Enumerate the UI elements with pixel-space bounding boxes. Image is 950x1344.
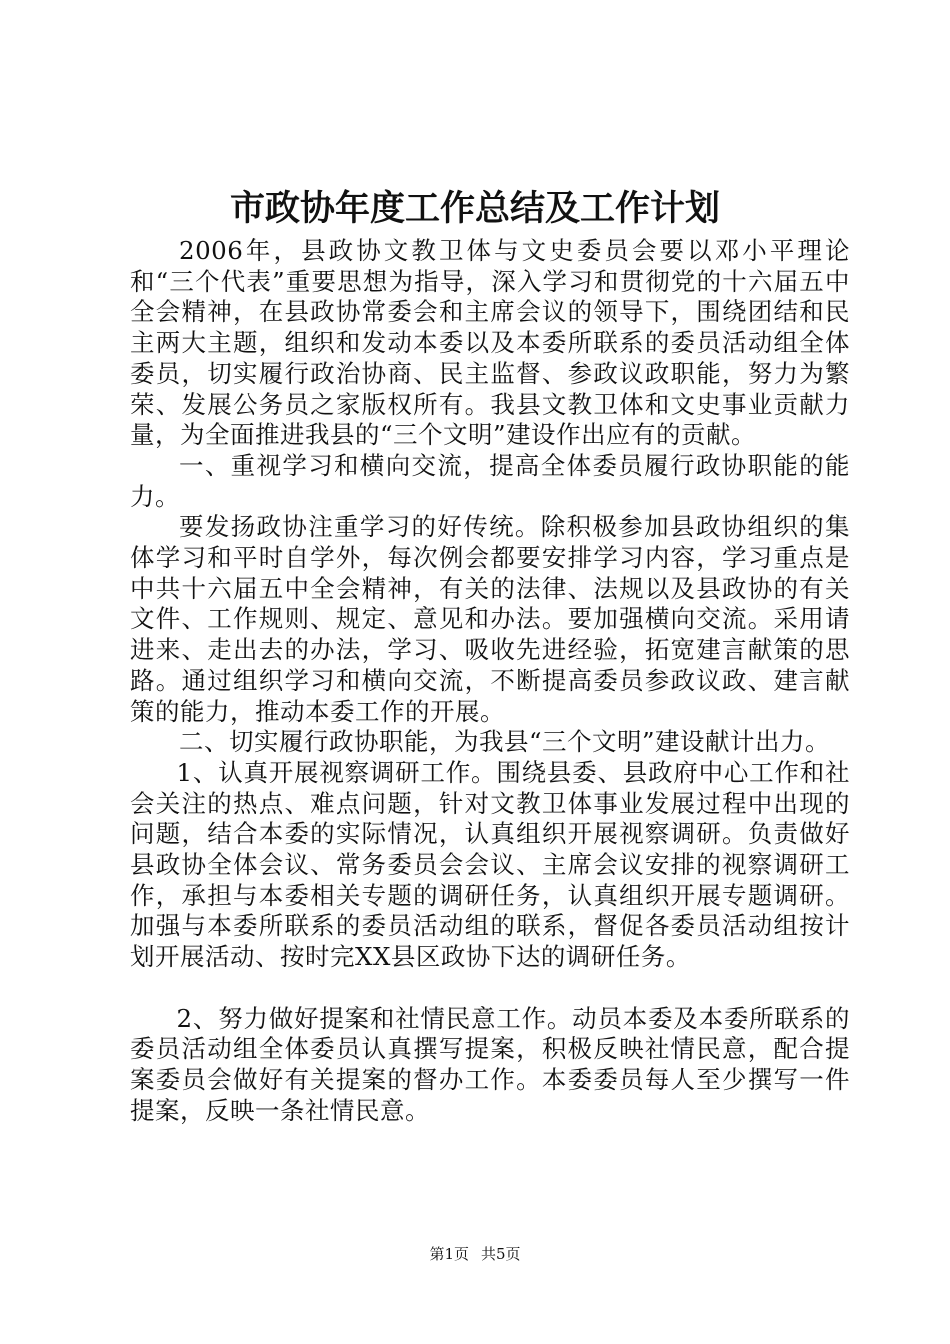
- paragraph-spacer: [130, 973, 850, 1004]
- document-title: 市政协年度工作总结及工作计划: [229, 188, 720, 229]
- section-heading-1: 一、重视学习和横向交流，提高全体委员履行政协职能的能力。: [130, 450, 850, 511]
- paragraph-item-1: 1、认真开展视察调研工作。围绕县委、县政府中心工作和社会关注的热点、难点问题，针对文教卫体事业发展过程中出现的问题，结合本委的实际情况，认真组织开展视察调研。负责做好县政协全体会议、常务委员会会议、主席会议安排的视察调研工作，承担与本委相关专题的调研任务，认真组织开展专题调研。加强与本委所联系的委员活动组的联系，督促各委员活动组按计划开展活动、按时完XX县区政协下达的调研任务。: [130, 757, 850, 972]
- page-footer: [0, 1244, 950, 1264]
- page-number: 第1页: [429, 1245, 469, 1263]
- paragraph-item-2: 2、努力做好提案和社情民意工作。动员本委及本委所联系的委员活动组全体委员认真撰写提案，积极反映社情民意，配合提案委员会做好有关提案的督办工作。本委委员每人至少撰写一件提案，反映一条社情民意。: [130, 1003, 850, 1125]
- paragraph-intro: 2006年，县政协文教卫体与文史委员会要以邓小平理论和“三个代表”重要思想为指导，深入学习和贯彻党的十六届五中全会精神，在县政协常委会和主席会议的领导下，围绕团结和民主两大主题，组织和发动本委以及本委所联系的委员活动组全体委员，切实履行政治协商、民主监督、参政议政职能，努力为繁荣、发展公务员之家版权所有。我县文教卫体和文史事业贡献力量，为全面推进我县的“三个文明”建设作出应有的贡献。: [130, 236, 850, 450]
- document-body: [130, 236, 850, 1126]
- page-total: 共5页: [481, 1245, 521, 1263]
- section-heading-2: 二、切实履行政协职能，为我县“三个文明”建设献计出力。: [179, 727, 831, 757]
- paragraph-study: 要发扬政协注重学习的好传统。除积极参加县政协组织的集体学习和平时自学外，每次例会都要安排学习内容，学习重点是中共十六届五中全会精神，有关的法律、法规以及县政协的有关文件、工作规则、规定、意见和办法。要加强横向交流。采用请进来、走出去的办法，学习、吸收先进经验，拓宽建言献策的思路。通过组织学习和横向交流，不断提高委员参政议政、建言献策的能力，推动本委工作的开展。: [130, 512, 850, 726]
